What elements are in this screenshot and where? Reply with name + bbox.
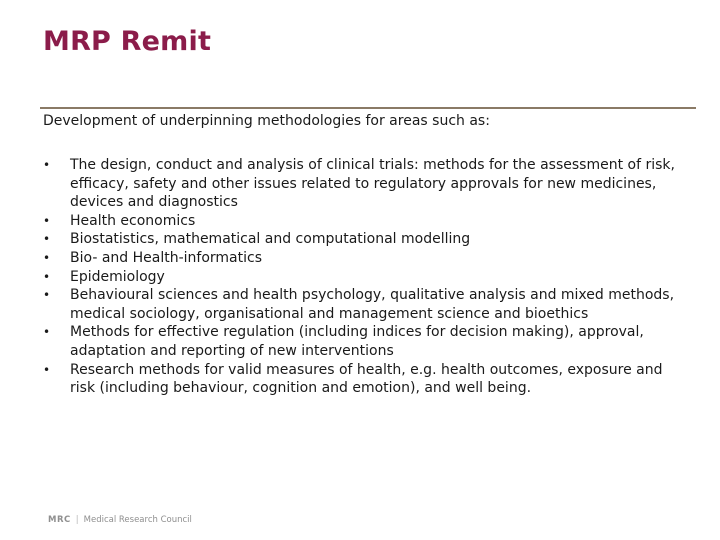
bullet-text: Epidemiology xyxy=(70,268,165,285)
bullet-icon: • xyxy=(43,213,51,228)
list-item xyxy=(43,156,683,212)
bullet-text: Biostatistics, mathematical and computational modelling xyxy=(70,231,471,248)
mrc-logo: MRC xyxy=(48,515,71,525)
bullet-text: Health economics xyxy=(70,212,196,229)
bullet-text: Methods for effective regulation (including indices for decision making), approval, adaptation and reporting of new interventions xyxy=(70,324,644,359)
list-item xyxy=(43,323,683,360)
list-item xyxy=(43,268,683,287)
list-item xyxy=(43,230,683,249)
intro-text: Development of underpinning methodologies for areas such as: xyxy=(43,113,490,129)
bullet-icon: • xyxy=(43,325,51,340)
bullet-icon: • xyxy=(43,250,51,265)
bullet-text: Research methods for valid measures of health, e.g. health outcomes, exposure and risk (including behaviour, cognition and emotion), and well being. xyxy=(70,361,663,397)
list-item xyxy=(43,361,683,398)
footer-logo xyxy=(48,515,192,525)
list-item xyxy=(43,212,683,231)
bullet-icon: • xyxy=(43,158,51,172)
title-divider xyxy=(40,107,696,109)
org-name: Medical Research Council xyxy=(83,515,192,525)
bullet-icon: • xyxy=(43,288,51,303)
bullet-icon: • xyxy=(43,362,51,377)
footer-separator: | xyxy=(75,515,79,525)
bullet-icon: • xyxy=(43,269,51,284)
slide-title: MRP Remit xyxy=(43,26,212,57)
list-item xyxy=(43,249,683,268)
bullet-icon: • xyxy=(43,232,51,247)
list-item xyxy=(43,286,683,323)
bullet-list xyxy=(43,156,683,398)
bullet-text: Behavioural sciences and health psychology, qualitative analysis and mixed methods, medical sociology, organisational and management science and bioethics xyxy=(70,287,675,322)
bullet-text: Bio- and Health-informatics xyxy=(70,249,262,266)
bullet-text: The design, conduct and analysis of clinical trials: methods for the assessment of risk, efficacy, safety and other issues related to regulatory approvals for new medicines, devices and diagnostics xyxy=(70,157,675,211)
